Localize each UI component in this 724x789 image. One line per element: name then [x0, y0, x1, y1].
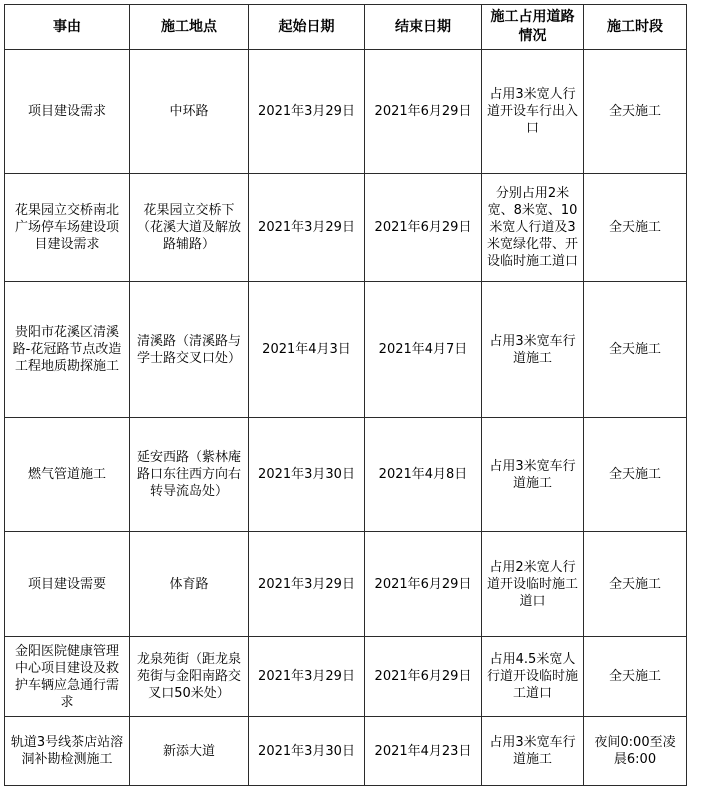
cell-end-date: 2021年4月7日 [365, 282, 482, 418]
table-row [5, 532, 687, 637]
cell-location: 清溪路（清溪路与学士路交叉口处） [130, 282, 249, 418]
cell-start-date: 2021年3月29日 [249, 637, 365, 717]
cell-road-occupancy: 分别占用2米宽、8米宽、10米宽人行道及3米宽绿化带、开设临时施工道口 [482, 174, 584, 282]
cell-end-date: 2021年4月23日 [365, 717, 482, 786]
cell-reason: 项目建设需求 [5, 50, 130, 174]
cell-period: 全天施工 [584, 174, 687, 282]
cell-end-date: 2021年6月29日 [365, 174, 482, 282]
cell-location: 中环路 [130, 50, 249, 174]
cell-end-date: 2021年4月8日 [365, 418, 482, 532]
cell-start-date: 2021年3月29日 [249, 50, 365, 174]
cell-road-occupancy: 占用3米宽车行道施工 [482, 717, 584, 786]
cell-location: 新添大道 [130, 717, 249, 786]
cell-reason: 金阳医院健康管理中心项目建设及救护车辆应急通行需求 [5, 637, 130, 717]
cell-road-occupancy: 占用3米宽车行道施工 [482, 282, 584, 418]
cell-period: 全天施工 [584, 637, 687, 717]
header-end-date: 结束日期 [365, 5, 482, 50]
cell-road-occupancy: 占用3米宽人行道开设车行出入口 [482, 50, 584, 174]
table-row [5, 282, 687, 418]
cell-period: 全天施工 [584, 532, 687, 637]
cell-reason: 轨道3号线茶店站溶洞补勘检测施工 [5, 717, 130, 786]
cell-location: 花果园立交桥下（花溪大道及解放路辅路） [130, 174, 249, 282]
cell-reason: 花果园立交桥南北广场停车场建设项目建设需求 [5, 174, 130, 282]
cell-start-date: 2021年3月30日 [249, 717, 365, 786]
cell-start-date: 2021年3月30日 [249, 418, 365, 532]
cell-location: 体育路 [130, 532, 249, 637]
table-row [5, 637, 687, 717]
table-header-row [5, 5, 687, 50]
cell-road-occupancy: 占用2米宽人行道开设临时施工道口 [482, 532, 584, 637]
header-reason: 事由 [5, 5, 130, 50]
cell-road-occupancy: 占用3米宽车行道施工 [482, 418, 584, 532]
cell-period: 全天施工 [584, 50, 687, 174]
cell-location: 延安西路（紫林庵路口东往西方向右转导流岛处） [130, 418, 249, 532]
header-period: 施工时段 [584, 5, 687, 50]
cell-start-date: 2021年3月29日 [249, 174, 365, 282]
cell-period: 夜间0:00至凌晨6:00 [584, 717, 687, 786]
header-road-occupancy: 施工占用道路情况 [482, 5, 584, 50]
table-row [5, 174, 687, 282]
cell-start-date: 2021年3月29日 [249, 532, 365, 637]
cell-end-date: 2021年6月29日 [365, 50, 482, 174]
cell-period: 全天施工 [584, 282, 687, 418]
road-occupancy-table [4, 4, 687, 786]
cell-end-date: 2021年6月29日 [365, 637, 482, 717]
cell-start-date: 2021年4月3日 [249, 282, 365, 418]
cell-road-occupancy: 占用4.5米宽人行道开设临时施工道口 [482, 637, 584, 717]
cell-location: 龙泉苑街（距龙泉苑街与金阳南路交叉口50米处） [130, 637, 249, 717]
header-location: 施工地点 [130, 5, 249, 50]
cell-reason: 项目建设需要 [5, 532, 130, 637]
cell-reason: 燃气管道施工 [5, 418, 130, 532]
table-row [5, 418, 687, 532]
header-start-date: 起始日期 [249, 5, 365, 50]
cell-reason: 贵阳市花溪区清溪路-花冠路节点改造工程地质勘探施工 [5, 282, 130, 418]
cell-end-date: 2021年6月29日 [365, 532, 482, 637]
table-row [5, 50, 687, 174]
cell-period: 全天施工 [584, 418, 687, 532]
table-row [5, 717, 687, 786]
